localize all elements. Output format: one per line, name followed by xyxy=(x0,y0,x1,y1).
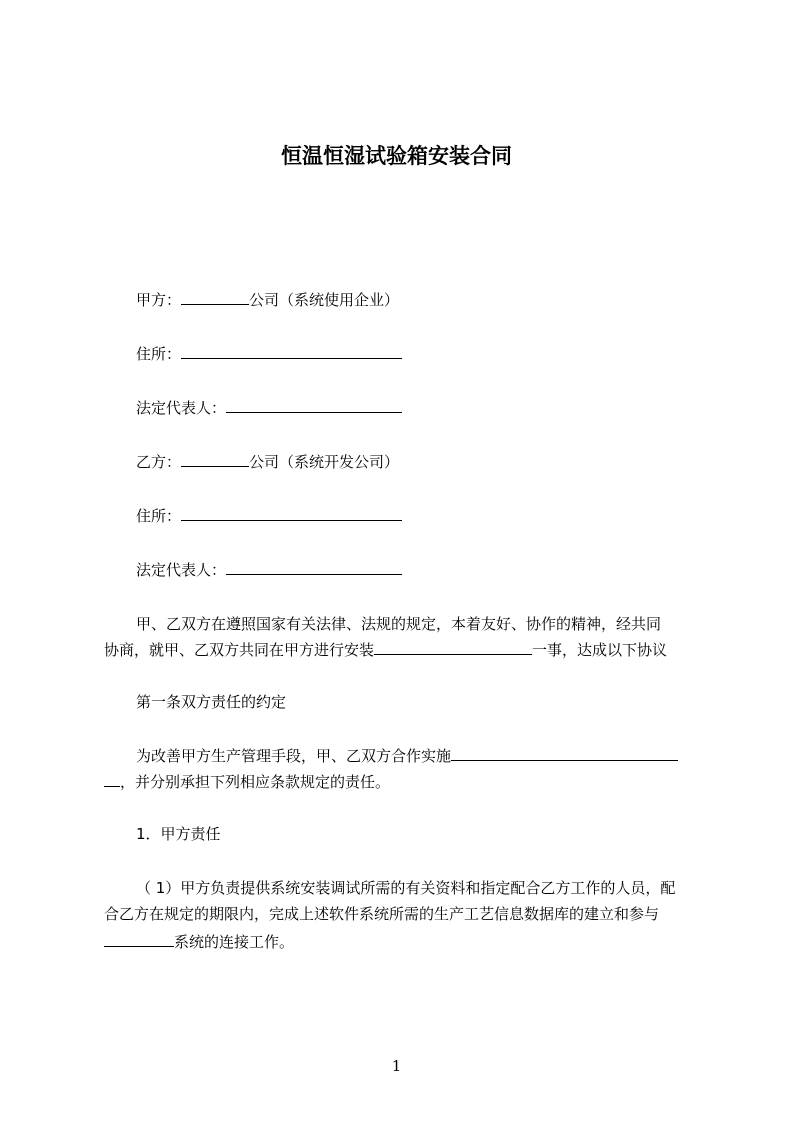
party-a-address-label: 住所： xyxy=(136,345,182,363)
party-b-name-blank[interactable] xyxy=(181,450,249,467)
purpose-line-1-prefix: 为改善甲方生产管理手段，甲、乙双方合作实施 xyxy=(136,747,452,765)
project-name-blank-continued[interactable] xyxy=(104,770,120,787)
party-a-representative-blank[interactable] xyxy=(226,396,402,413)
party-a-label: 甲方： xyxy=(136,291,182,309)
clause-1-line-1: （ 1）甲方负责提供系统安装调试所需的有关资料和指定配合乙方工作的人员，配 xyxy=(136,879,676,897)
intro-line-1: 甲、乙双方在遵照国家有关法律、法规的规定，本着友好、协作的精神，经共同 xyxy=(136,615,662,633)
purpose-line-2 xyxy=(104,770,704,794)
installation-item-blank[interactable] xyxy=(374,638,532,655)
party-b-line xyxy=(136,450,736,474)
system-name-blank[interactable] xyxy=(104,930,174,947)
party-b-suffix: 公司（系统开发公司） xyxy=(249,453,400,471)
purpose-line-2-suffix: ，并分别承担下列相应条款规定的责任。 xyxy=(120,773,391,791)
intro-line-2 xyxy=(104,638,704,662)
clause-1-line-2: 合乙方在规定的期限内，完成上述软件系统所需的生产工艺信息数据库的建立和参与 xyxy=(104,905,660,923)
intro-line-2-prefix: 协商，就甲、乙双方共同在甲方进行安装 xyxy=(104,641,375,659)
party-b-representative-blank[interactable] xyxy=(226,558,402,575)
clause-1-line-3 xyxy=(104,930,704,954)
party-a-suffix: 公司（系统使用企业） xyxy=(249,291,400,309)
page-number: 1 xyxy=(391,1057,402,1075)
article-1-heading: 第一条双方责任的约定 xyxy=(136,693,287,711)
party-b-representative-line xyxy=(136,558,736,582)
intro-line-2-suffix: 一事，达成以下协议 xyxy=(532,641,668,659)
project-name-blank[interactable] xyxy=(451,744,678,761)
party-b-address-blank[interactable] xyxy=(181,504,402,521)
document-title: 恒温恒湿试验箱安装合同 xyxy=(281,144,512,168)
party-a-representative-line xyxy=(136,396,736,420)
party-a-address-line xyxy=(136,342,736,366)
section-1-heading: 1．甲方责任 xyxy=(136,825,221,843)
party-a-address-blank[interactable] xyxy=(181,342,402,359)
party-a-representative-label: 法定代表人： xyxy=(136,399,227,417)
party-b-address-line xyxy=(136,504,736,528)
party-b-label: 乙方： xyxy=(136,453,182,471)
party-b-address-label: 住所： xyxy=(136,507,182,525)
party-b-representative-label: 法定代表人： xyxy=(136,561,227,579)
clause-1-line-3-suffix: 系统的连接工作。 xyxy=(174,933,295,951)
purpose-line-1 xyxy=(136,744,736,768)
party-a-name-blank[interactable] xyxy=(181,288,249,305)
party-a-line xyxy=(136,288,736,312)
